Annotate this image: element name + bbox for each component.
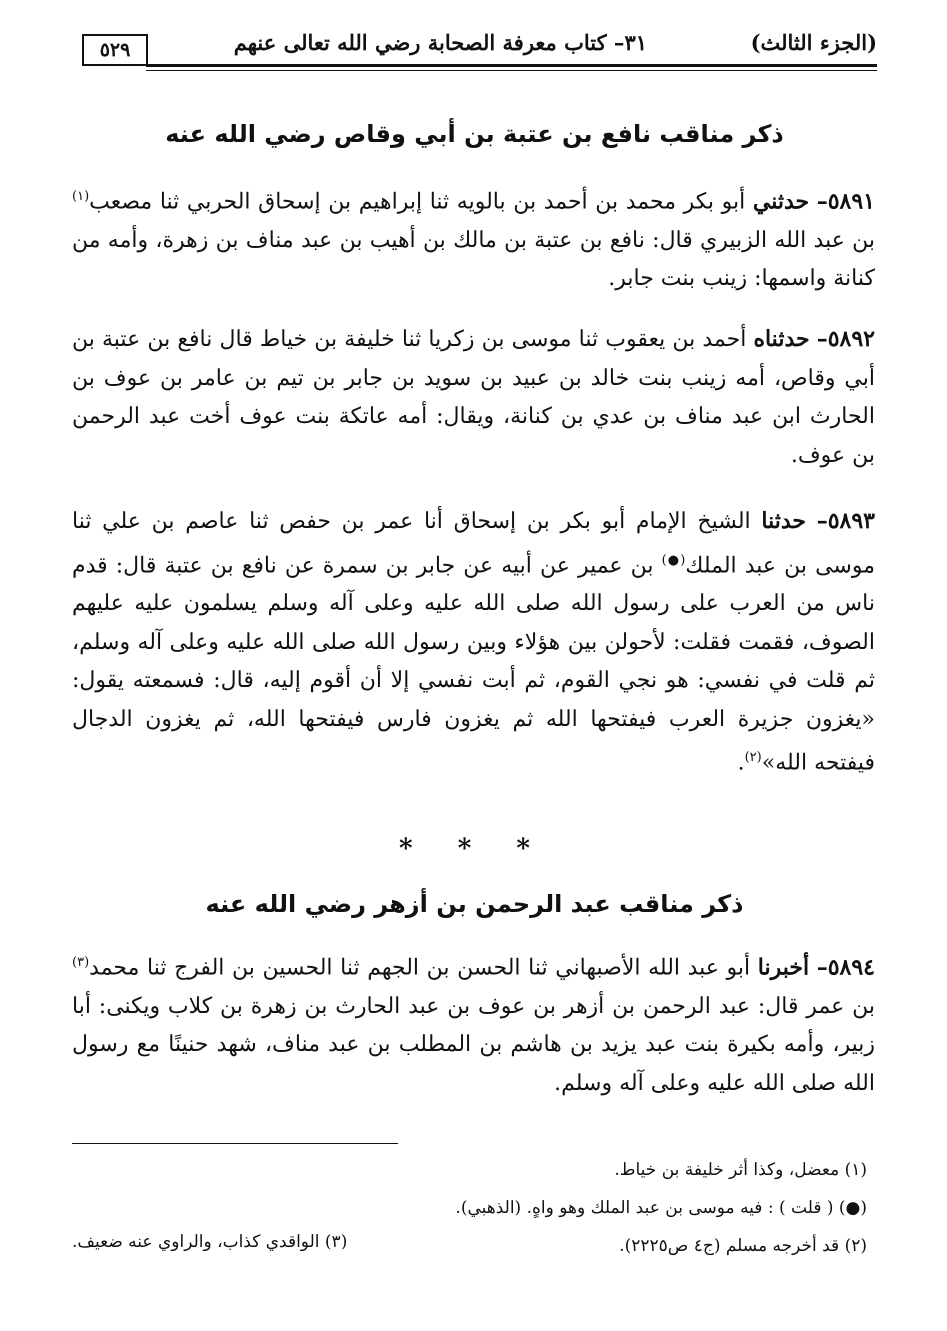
hadith-lead: حدثني bbox=[752, 188, 810, 215]
footnote-ref: (١) bbox=[72, 189, 90, 204]
hadith-text: الشيخ الإمام أبو بكر بن إسحاق أنا عمر بن حفص ثنا عاصم بن علي ثنا موسى بن عبد الملك bbox=[72, 509, 875, 578]
hadith-5893 bbox=[72, 502, 875, 783]
hadith-text: . bbox=[737, 750, 745, 776]
page-number: ٥٢٩ bbox=[82, 34, 148, 66]
hadith-number: ٥٨٩٤– bbox=[816, 954, 875, 981]
footnote-rule bbox=[72, 1143, 398, 1144]
hadith-5892 bbox=[72, 320, 875, 475]
footnote-2: (٢) قد أخرجه مسلم (ج٤ ص٢٢٢٥). bbox=[619, 1236, 867, 1256]
section-heading-abdulrahman: ذكر مناقب عبد الرحمن بن أزهر رضي الله عنه bbox=[205, 890, 744, 918]
footnote-ref: (٢) bbox=[744, 750, 762, 766]
hadith-lead: حدثنا bbox=[761, 508, 806, 534]
book-title: ٣١– كتاب معرفة الصحابة رضي الله تعالى عنهم bbox=[233, 30, 647, 55]
footnote-ref: (٣) bbox=[72, 955, 90, 970]
hadith-text: بن عمر قال: عبد الرحمن بن أزهر بن عوف بن عبد الحارث بن زهرة بن كلاب ويكنى: أبا زبير، وأمه بكيرة بنت عبد يزيد بن هاشم بن المطلب بن عبد مناف، شهد حنينًا مع رسول الله صلى الله عليه وعلى آله وسلم. bbox=[72, 993, 875, 1096]
hadith-number: ٥٨٩١– bbox=[816, 188, 875, 215]
volume-label: (الجزء الثالث) bbox=[750, 30, 877, 55]
hadith-lead: أخبرنا bbox=[757, 954, 810, 981]
hadith-5891 bbox=[72, 178, 875, 299]
footnote-3: (٣) الواقدي كذاب، والراوي عنه ضعيف. bbox=[72, 1232, 348, 1252]
hadith-number: ٥٨٩٣– bbox=[816, 508, 875, 534]
hadith-lead: حدثناه bbox=[753, 326, 810, 352]
hadith-text: أبو عبد الله الأصبهاني ثنا الحسن بن الجهم ثنا الحسين بن الفرج ثنا محمد bbox=[89, 955, 758, 981]
header-rule bbox=[146, 64, 877, 67]
section-heading-nafi: ذكر مناقب نافع بن عتبة بن أبي وقاص رضي الله عنه bbox=[165, 120, 784, 148]
hadith-text: بن عبد الله الزبيري قال: نافع بن عتبة بن مالك بن أهيب بن عبد مناف بن زهرة، وأمه من كنانة واسمها: زينب بنت جابر. bbox=[72, 227, 876, 292]
footnote-1: (١) معضل، وكذا أثر خليفة بن خياط. bbox=[614, 1160, 867, 1180]
section-separator: * * * bbox=[399, 834, 548, 864]
hadith-text: أحمد بن يعقوب ثنا موسى بن زكريا ثنا خليفة بن خياط قال نافع بن عتبة بن أبي وقاص، أمه زينب بنت خالد بن عبيد بن سويد بن جابر بن تيم بن عامر بن عوف بن الحارث ابن عبد مناف بن عدي بن كنانة، ويقال: أمه عاتكة بنت عوف أخت عبد الرحمن بن عوف. bbox=[72, 327, 875, 468]
footnote-dot: (●) ( قلت ) : فيه موسى بن عبد الملك وهو واهٍ. (الذهبي). bbox=[455, 1198, 867, 1218]
hadith-text: أبو بكر محمد بن أحمد بن بالويه ثنا إبراهيم بن إسحاق الحربي ثنا مصعب bbox=[89, 189, 753, 215]
page-header bbox=[72, 28, 877, 68]
header-rule-thin bbox=[146, 70, 877, 71]
hadith-number: ٥٨٩٢– bbox=[816, 326, 875, 352]
hadith-5894 bbox=[72, 944, 875, 1103]
footnote-ref: (●) bbox=[661, 552, 686, 568]
hadith-text: بن عمير عن أبيه عن جابر بن سمرة عن نافع بن عتبة قال: قدم ناس من العرب على رسول الله صلى الله عليه وعلى آله وسلم يسلمون عليه عليهم الصوف، فقمت فقلت: لأحولن بين هؤلاء وبين رسول الله صلى الله عليه وعلى آله وسلم، ثم قلت في نفسي: هو نجي القوم، ثم أبت نفسي إلا أن أقوم إليه، قال: فسمعته يقول: «يغزون جزيرة العرب فيفتحها الله ثم يغزون فارس فيفتحها الله، ثم يغزون الدجال فيفتحه الله» bbox=[72, 552, 875, 776]
